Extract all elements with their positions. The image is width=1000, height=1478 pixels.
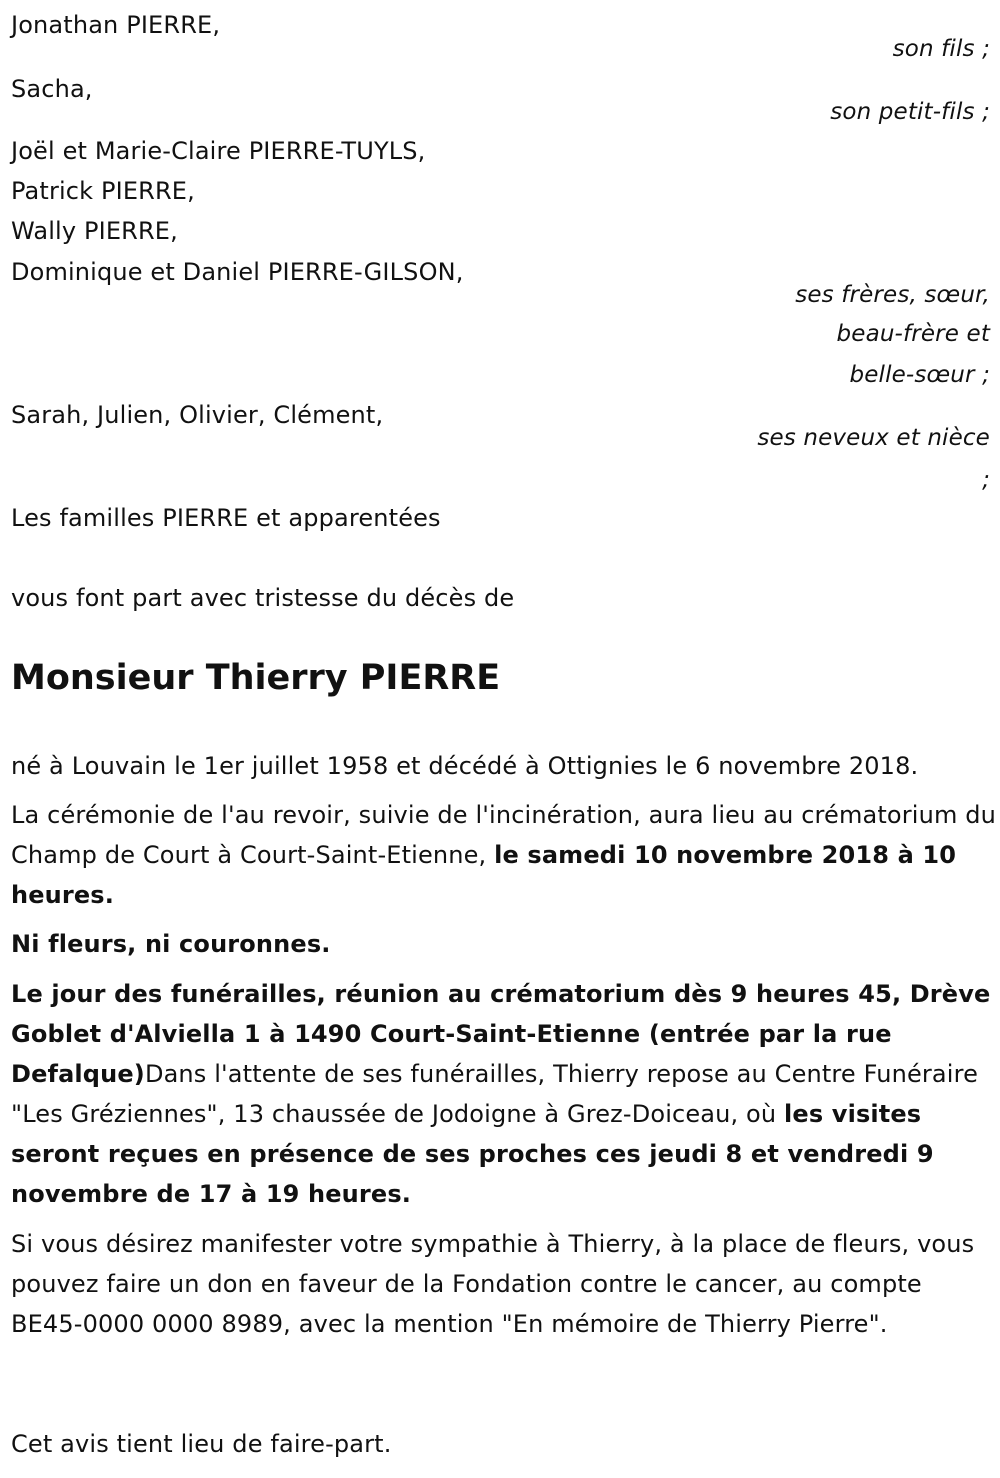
gathering-text: Dans l'attente de ses funérailles, Thierry repose au Centre Funéraire "Les Gréziennes", 13 chaussée de Jodoigne à Grez-Doiceau, où [11, 1060, 978, 1128]
gathering-bold-intro: Le jour des funérailles, réunion au crématorium dès 9 heures 45, Drève Goblet d'Alviella 1 à 1490 Court-Saint-Etienne (entrée par la rue Defalque) [11, 980, 991, 1088]
grandson-name: Sacha, [11, 75, 93, 103]
son-role: son fils ; [892, 36, 990, 62]
sibling-name: Dominique et Daniel PIERRE-GILSON, [11, 258, 464, 286]
grandson-role: son petit-fils ; [830, 99, 990, 125]
closing-line: Cet avis tient lieu de faire-part. [11, 1430, 392, 1458]
sibling-name: Wally PIERRE, [11, 217, 178, 245]
visits-bold: les visites seront reçues en présence de ses proches ces jeudi 8 et vendredi 9 novembre de 17 à 19 heures. [11, 1100, 934, 1208]
ceremony-text: La cérémonie de l'au revoir, suivie de l'incinération, aura lieu au crématorium du Champ de Court à Court-Saint-Etienne, [11, 801, 996, 869]
siblings-role-line: ses frères, sœur, [795, 282, 990, 308]
announcement-line: vous font part avec tristesse du décès de [11, 584, 515, 612]
nephews-names: Sarah, Julien, Olivier, Clément, [11, 401, 384, 429]
son-name: Jonathan PIERRE, [11, 11, 221, 39]
siblings-role-line: beau-frère et [836, 321, 990, 347]
donation-paragraph: Si vous désirez manifester votre sympathie à Thierry, à la place de fleurs, vous pouvez faire un don en faveur de la Fondation contre le cancer, au compte BE45-0000 0000 8989, avec la mention "En mémoire de Thierry Pierre". [11, 1230, 975, 1338]
siblings-role-line: belle-sœur ; [849, 362, 990, 388]
nephews-role-line: ; [982, 467, 990, 493]
ceremony-date: le samedi 10 novembre 2018 à 10 heures. [11, 841, 957, 909]
birth-death-line: né à Louvain le 1er juillet 1958 et décédé à Ottignies le 6 novembre 2018. [11, 752, 919, 780]
deceased-name-heading: Monsieur Thierry PIERRE [11, 658, 501, 698]
nephews-role-line: ses neveux et nièce [757, 425, 990, 451]
ceremony-paragraph [11, 795, 996, 915]
no-flowers-line: Ni fleurs, ni couronnes. [11, 930, 331, 958]
sibling-name: Patrick PIERRE, [11, 177, 195, 205]
families-line: Les familles PIERRE et apparentées [11, 504, 441, 532]
sibling-name: Joël et Marie-Claire PIERRE-TUYLS, [11, 137, 426, 165]
gathering-paragraph [11, 974, 996, 1214]
